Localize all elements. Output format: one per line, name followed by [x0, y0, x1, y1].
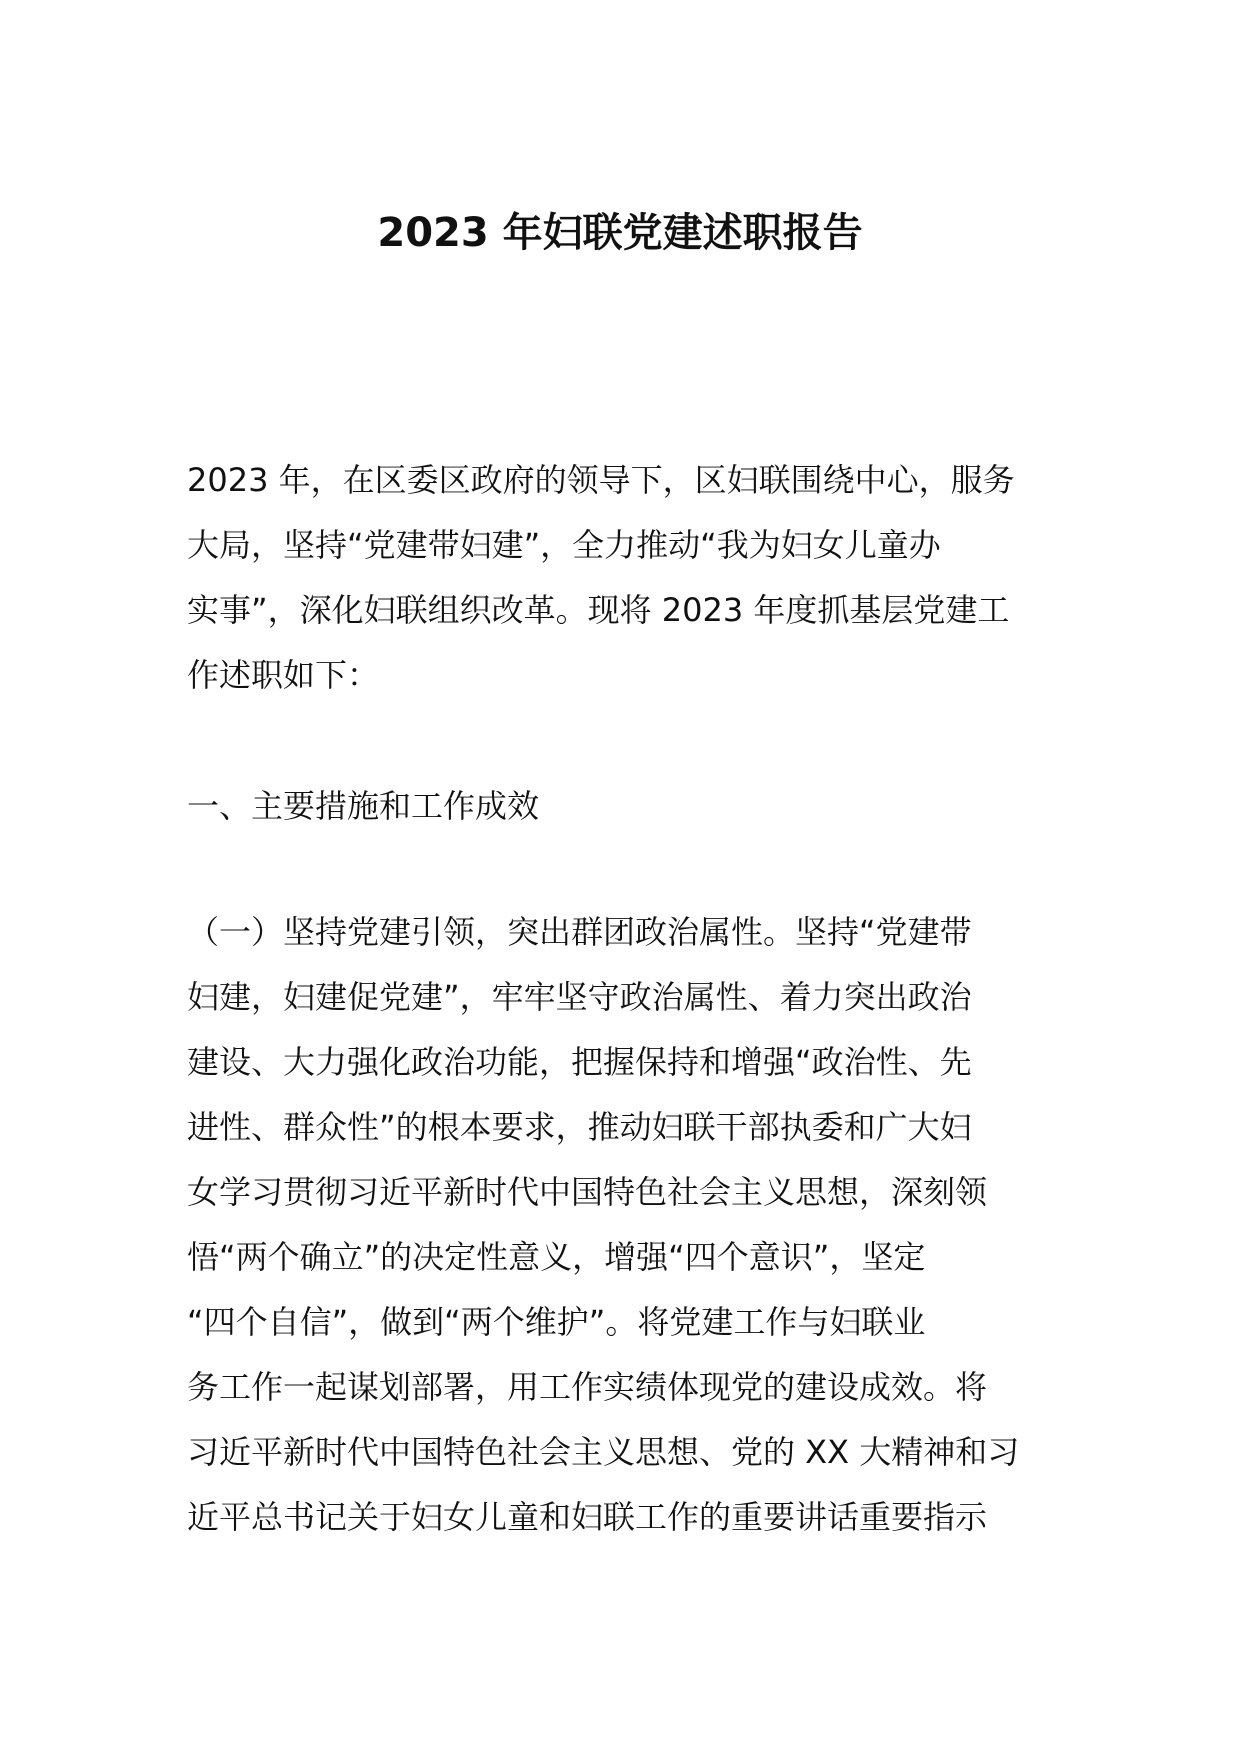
text-line: 悟“两个确立”的决定性意义，增强“四个意识”，坚定 — [187, 1238, 926, 1276]
text-line: （一）坚持党建引领，突出群团政治属性。坚持“党建带 — [187, 913, 972, 951]
text-line: 作述职如下： — [187, 656, 380, 694]
intro-paragraph — [187, 448, 1055, 708]
text-line: 务工作一起谋划部署，用工作实绩体现党的建设成效。将 — [187, 1368, 988, 1406]
text-line: 近平总书记关于妇女儿童和妇联工作的重要讲话重要指示 — [187, 1498, 988, 1536]
body-paragraph — [187, 900, 1055, 1550]
section-heading-text: 一、主要措施和工作成效 — [187, 787, 540, 825]
document-title: 2023 年妇联党建述职报告 — [377, 210, 863, 256]
text-line: 2023 年，在区委区政府的领导下，区妇联围绕中心，服务 — [187, 461, 1015, 499]
text-line: 进性、群众性”的根本要求，推动妇联干部执委和广大妇 — [187, 1108, 972, 1146]
text-line: 建设、大力强化政治功能，把握保持和增强“政治性、先 — [187, 1043, 972, 1081]
text-line: 妇建，妇建促党建”，牢牢坚守政治属性、着力突出政治 — [187, 978, 972, 1016]
text-line: 习近平新时代中国特色社会主义思想、党的 XX 大精神和习 — [187, 1433, 1020, 1471]
text-line: “四个自信”，做到“两个维护”。将党建工作与妇联业 — [187, 1303, 926, 1341]
text-line: 女学习贯彻习近平新时代中国特色社会主义思想，深刻领 — [187, 1173, 988, 1211]
text-line: 大局，坚持“党建带妇建”，全力推动“我为妇女儿童办 — [187, 526, 941, 564]
section-heading — [187, 774, 1055, 839]
text-line: 实事”，深化妇联组织改革。现将 2023 年度抓基层党建工 — [187, 591, 1010, 629]
